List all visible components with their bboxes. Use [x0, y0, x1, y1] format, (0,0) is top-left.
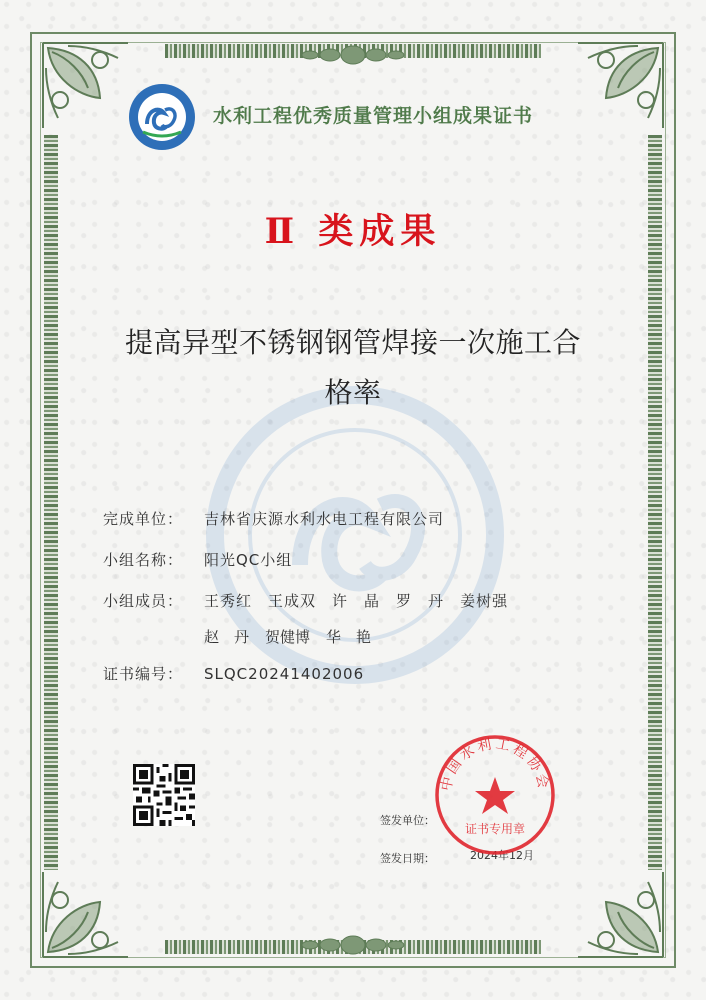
member-name: 罗 丹	[396, 592, 445, 610]
official-stamp-icon	[433, 733, 557, 857]
association-logo-icon	[127, 82, 197, 152]
qr-code-icon[interactable]	[133, 764, 195, 826]
issuer-label: 签发单位：	[380, 814, 435, 827]
stamp-center-text: 证书专用章	[464, 822, 526, 836]
member-name: 姜树强	[460, 592, 509, 610]
members-list-1	[204, 590, 524, 611]
members-label: 小组成员：	[103, 592, 184, 610]
certificate-header-title: 水利工程优秀质量管理小组成果证书	[213, 105, 534, 127]
member-name: 赵 丹	[204, 628, 250, 646]
corner-ornament-icon	[38, 38, 133, 133]
project-title	[75, 318, 631, 418]
member-name: 王成双	[268, 592, 317, 610]
cert-number-value: SLQC20241402006	[204, 665, 365, 683]
unit-row	[103, 508, 444, 529]
group-value: 阳光QC小组	[204, 551, 293, 569]
corner-ornament-icon	[573, 38, 668, 133]
project-title-line-1: 提高异型不锈钢钢管焊接一次施工合	[124, 326, 581, 359]
corner-ornament-icon	[38, 867, 133, 962]
group-label: 小组名称：	[103, 551, 184, 569]
members-row-2	[204, 626, 387, 647]
cert-number-label: 证书编号：	[103, 665, 184, 683]
member-name: 王秀红	[204, 592, 253, 610]
project-title-line-2: 格率	[324, 376, 382, 409]
corner-ornament-icon	[573, 867, 668, 962]
member-name: 华 艳	[326, 628, 372, 646]
issue-date-value: 2024年12月	[470, 849, 534, 862]
unit-value: 吉林省庆源水利水电工程有限公司	[204, 510, 445, 528]
top-center-ornament-icon	[298, 40, 408, 70]
award-level: Ⅱ 类成果	[264, 211, 442, 252]
group-row	[103, 549, 292, 570]
issue-date-label: 签发日期：	[380, 852, 435, 865]
cert-number-row	[103, 663, 364, 684]
stamp-ring-text: 中国水利工程协会	[438, 736, 552, 793]
member-name: 许 晶	[332, 592, 381, 610]
unit-label: 完成单位：	[103, 510, 184, 528]
bottom-center-ornament-icon	[298, 930, 408, 960]
member-name: 贺健博	[265, 628, 311, 646]
members-row	[103, 590, 524, 611]
